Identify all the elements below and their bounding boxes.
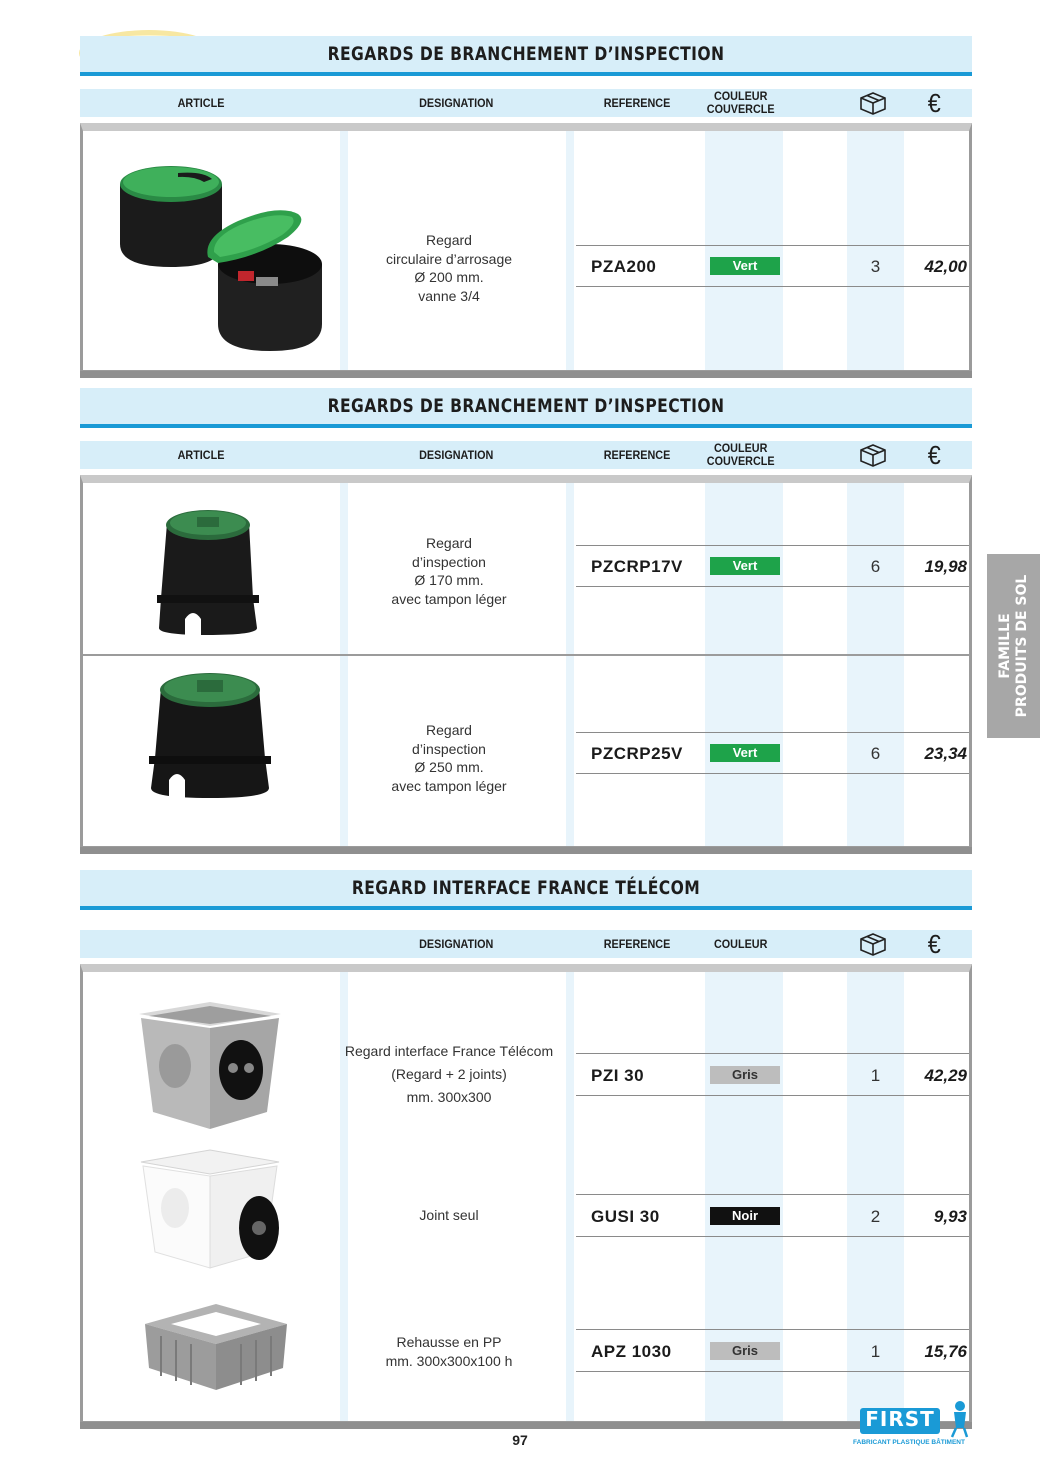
section-title-text: REGARD INTERFACE FRANCE TÉLÉCOM [351,877,701,899]
col-designation: DESIGNATION [418,95,494,110]
price: 19,98 [924,557,967,576]
page-number: 97 [512,1432,528,1448]
quantity: 6 [870,557,881,576]
box-icon [855,89,891,117]
reference-code: PZCRP17V [591,557,683,576]
quantity: 1 [870,1066,881,1085]
euro-icon: € [927,928,941,959]
color-badge-vert: Vert [710,557,780,575]
quantity: 1 [870,1342,881,1361]
designation-text: Rehausse en PP mm. 300x300x100 h [385,1334,513,1369]
product-image-inspection-250 [145,666,275,802]
color-badge-noir: Noir [710,1207,780,1225]
brand-tagline: FABRICANT PLASTIQUE BÂTIMENT [853,1439,965,1446]
col-article: ARTICLE [177,95,225,110]
box-icon [855,441,891,469]
section-title-text: REGARDS DE BRANCHEMENT D’INSPECTION [327,395,725,417]
col-couleur: COULEUR COUVERCLE [707,89,775,116]
table-row [83,131,969,370]
reference-code: APZ 1030 [591,1342,672,1361]
product-table-1 [80,123,972,373]
column-header-2 [80,441,972,469]
designation-text: Joint seul [419,1207,479,1223]
designation-text: Regard interface France Télécom (Regard + 2 joints) mm. 300x300 [344,1043,554,1105]
quantity: 2 [870,1207,881,1226]
section-title-text: REGARDS DE BRANCHEMENT D’INSPECTION [327,43,725,65]
price: 42,00 [924,257,967,276]
col-reference: REFERENCE [604,95,671,110]
col-couleur: COULEUR [714,936,768,951]
color-badge-gris: Gris [710,1066,780,1084]
col-reference: REFERENCE [604,936,671,951]
brand-name: FIRST [865,1407,935,1431]
product-image-white-joint [135,1142,285,1272]
designation-text: Regard circulaire d’arrosage Ø 200 mm. vanne 3/4 [385,232,513,304]
table-row [83,1142,969,1272]
quantity: 6 [870,744,881,763]
table-row [83,656,969,846]
section-title-2 [80,388,972,428]
col-designation: DESIGNATION [418,936,494,951]
color-badge-gris: Gris [710,1342,780,1360]
designation-text: Regard d’inspection Ø 170 mm. avec tampon léger [391,535,507,607]
reference-code: GUSI 30 [591,1207,660,1226]
product-image-valve-box [108,159,328,359]
box-icon [855,930,891,958]
product-image-grey-box [135,994,285,1134]
price: 42,29 [924,1066,967,1085]
side-tab-line1: FAMILLE [996,613,1013,679]
column-header-3 [80,930,972,958]
col-designation: DESIGNATION [418,447,494,462]
product-table-3 [80,964,972,1424]
quantity: 3 [870,257,881,276]
designation-text: Regard d’inspection Ø 250 mm. avec tampon léger [391,722,507,794]
side-tab-famille [987,554,1040,738]
table-row [83,483,969,655]
price: 15,76 [924,1342,967,1361]
price: 23,34 [924,744,967,763]
product-image-riser-frame [141,1296,291,1396]
euro-icon: € [927,87,941,118]
reference-code: PZA200 [591,257,657,276]
col-couleur: COULEUR COUVERCLE [707,441,775,468]
price: 9,93 [933,1207,967,1226]
section-title-1 [80,36,972,76]
brand-sub: PLAST · FRANCE [875,1430,925,1436]
product-image-inspection-170 [153,503,263,638]
column-header-1 [80,89,972,117]
col-article: ARTICLE [177,447,225,462]
euro-icon: € [927,439,941,470]
color-badge-vert: Vert [710,744,780,762]
side-tab-line2: PRODUITS DE SOL [1013,574,1030,718]
section-title-3 [80,870,972,910]
table-row [83,972,969,1142]
color-badge-vert: Vert [710,257,780,275]
reference-code: PZCRP25V [591,744,683,763]
product-table-2 [80,475,972,849]
col-reference: REFERENCE [604,447,671,462]
reference-code: PZI 30 [591,1066,645,1085]
table-row [83,1272,969,1422]
